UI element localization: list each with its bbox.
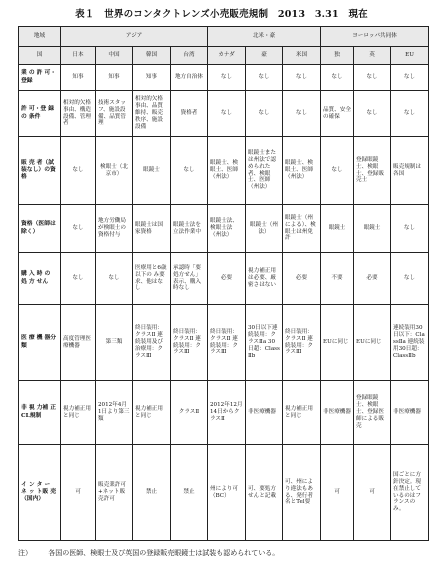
country-china: 中国 bbox=[96, 47, 133, 65]
table-cell: なし bbox=[208, 65, 246, 91]
table-cell: 必要 bbox=[208, 253, 246, 305]
row-label: 購 入 時 の 処 方 せん bbox=[19, 253, 61, 305]
country-japan: 日本 bbox=[61, 47, 96, 65]
table-cell: EUに同じ bbox=[354, 305, 391, 381]
table-cell: なし bbox=[283, 65, 321, 91]
table-cell: 眼鏡士 bbox=[354, 205, 391, 253]
table-cell: 終日装用：クラスⅡ 連続装用：クラスⅢ bbox=[171, 305, 208, 381]
row-label: 許 可・登 録 の 条件 bbox=[19, 91, 61, 137]
table-cell: 終日装用：クラスⅡ 連続装用及び治療用：クラスⅢ bbox=[133, 305, 171, 381]
table-cell: なし bbox=[61, 205, 96, 253]
table-cell: 販売業許可+ネット販売許可 bbox=[96, 445, 133, 541]
table-cell: 禁止 bbox=[133, 445, 171, 541]
table-row bbox=[19, 381, 429, 445]
table-cell: 技術スタッフ、施設設備、品質管理 bbox=[96, 91, 133, 137]
table-row bbox=[19, 305, 429, 381]
table-cell: 品質、安全の確保 bbox=[321, 91, 354, 137]
table-cell: 視力補正用と同じ bbox=[133, 381, 171, 445]
table-cell: 資格者 bbox=[171, 91, 208, 137]
table-cell: EUに同じ bbox=[321, 305, 354, 381]
table-cell: 終日装用：クラスⅡ 連続装用：クラスⅢ bbox=[208, 305, 246, 381]
table-cell: 非医療機器 bbox=[321, 381, 354, 445]
table-cell: 眼鏡士、検眼士、医師（州法） bbox=[208, 137, 246, 205]
table-cell: 登録眼鏡士、検眼士、登録販売士 bbox=[354, 137, 391, 205]
table-row bbox=[19, 65, 429, 91]
table-row bbox=[19, 91, 429, 137]
table-cell: なし bbox=[283, 91, 321, 137]
table-cell: 高度管理医療機器 bbox=[61, 305, 96, 381]
row-label: イ ン タ ー ネ ッ ト販 売（国内） bbox=[19, 445, 61, 541]
row-label: 医 療 機 器分類 bbox=[19, 305, 61, 381]
region-europe: ヨーロッパ共同体 bbox=[321, 27, 429, 47]
table-cell: 非医療機器 bbox=[391, 381, 429, 445]
table-cell: なし bbox=[246, 65, 283, 91]
country-korea: 韓国 bbox=[133, 47, 171, 65]
country-canada: カナダ bbox=[208, 47, 246, 65]
row-label: 販 売 者（試 装なし）の資格 bbox=[19, 137, 61, 205]
table-cell: 可 bbox=[321, 445, 354, 541]
table-cell: 30日以下連続装用：クラスⅡa 30日超：ClassⅡb bbox=[246, 305, 283, 381]
table-cell: なし bbox=[354, 65, 391, 91]
table-cell: クラスⅡ bbox=[171, 381, 208, 445]
table-cell: 眼鏡士法を立法作業中 bbox=[171, 205, 208, 253]
table-cell: なし bbox=[96, 253, 133, 305]
country-eu: EU bbox=[391, 47, 429, 65]
table-cell: 眼鏡士 bbox=[321, 205, 354, 253]
table-cell: 登録眼鏡士、検眼士、登録医師による販売 bbox=[354, 381, 391, 445]
table-cell: なし bbox=[171, 137, 208, 205]
table-cell: なし bbox=[354, 91, 391, 137]
table-cell: 終日装用：クラスⅡ 連続装用：クラスⅢ bbox=[283, 305, 321, 381]
table-row bbox=[19, 205, 429, 253]
country-uk: 英 bbox=[354, 47, 391, 65]
table-cell: 視力補正用は必要、厳密さはない bbox=[246, 253, 283, 305]
table-cell: 地方自治体 bbox=[171, 65, 208, 91]
table-cell: 眼鏡士法、検眼士法（州法） bbox=[208, 205, 246, 253]
region-asia: アジア bbox=[61, 27, 208, 47]
row-label: 非 視 力補 正 CL規制 bbox=[19, 381, 61, 445]
table-cell: 相対的欠格事由、品質維持、販売秩序、施設設備 bbox=[133, 91, 171, 137]
footnote-mark: 注） bbox=[18, 549, 32, 557]
table-cell: 地方労働局が検眼士の資格付与 bbox=[96, 205, 133, 253]
table-cell: なし bbox=[391, 65, 429, 91]
table-cell: 可、州により違法もある、発行者名とTel要 bbox=[283, 445, 321, 541]
table-cell: 眼鏡士、検眼士、医師（州法） bbox=[283, 137, 321, 205]
table-cell: なし bbox=[246, 91, 283, 137]
table-cell: 非医療機器 bbox=[246, 381, 283, 445]
table-cell: 眼鏡士は国家資格 bbox=[133, 205, 171, 253]
footnote-text: 各国の医師、検眼士及び英国の登録販売眼鏡士は試装も認められている。 bbox=[48, 549, 280, 557]
regulation-table bbox=[18, 26, 429, 541]
table-row bbox=[19, 445, 429, 541]
region-namerica-oceania: 北米・豪 bbox=[208, 27, 321, 47]
country-header-row bbox=[19, 47, 429, 65]
table-cell: なし bbox=[391, 205, 429, 253]
table-cell: 可、要処方せんと記載 bbox=[246, 445, 283, 541]
table-cell: 眼鏡士（州による）、検眼士は州免許 bbox=[283, 205, 321, 253]
region-header-row bbox=[19, 27, 429, 47]
table-cell: 州により可（BC） bbox=[208, 445, 246, 541]
table-cell: 第三類 bbox=[96, 305, 133, 381]
table-cell: なし bbox=[391, 91, 429, 137]
table-cell: 知事 bbox=[61, 65, 96, 91]
table-cell: なし bbox=[321, 65, 354, 91]
table-cell: 知事 bbox=[133, 65, 171, 91]
table-cell: 可 bbox=[61, 445, 96, 541]
country-label-cell: 国 bbox=[19, 47, 61, 65]
row-label: 資格（医師は除く） bbox=[19, 205, 61, 253]
table-cell: 知事 bbox=[96, 65, 133, 91]
row-label: 業 の 許 可・登録 bbox=[19, 65, 61, 91]
table-cell: 連続装用30日以下：ClassⅡa 連続装用30日超：ClassⅡb bbox=[391, 305, 429, 381]
table-cell: 眼鏡士（州法） bbox=[246, 205, 283, 253]
region-label-cell: 地域 bbox=[19, 27, 61, 47]
table-cell: 承認時「要処方せん」表示、購入時なし bbox=[171, 253, 208, 305]
table-cell: なし bbox=[61, 137, 96, 205]
country-taiwan: 台湾 bbox=[171, 47, 208, 65]
footnote bbox=[18, 548, 438, 558]
table-row bbox=[19, 137, 429, 205]
table-cell: 相対的欠格事由、構造設備、管理者 bbox=[61, 91, 96, 137]
table-cell: 販売規制は各国 bbox=[391, 137, 429, 205]
table-cell: 2012年12月14日からクラスⅡ bbox=[208, 381, 246, 445]
page-title: 表１ 世界のコンタクトレンズ小売販売規制 2013 3.31 現在 bbox=[75, 9, 368, 20]
table-cell: 眼鏡士または州法で認められた者、検眼士、医師（州法） bbox=[246, 137, 283, 205]
country-germany: 独 bbox=[321, 47, 354, 65]
table-cell: 不要 bbox=[321, 253, 354, 305]
table-cell: 必要 bbox=[354, 253, 391, 305]
table-row bbox=[19, 253, 429, 305]
table-cell: 可 bbox=[354, 445, 391, 541]
table-cell: なし bbox=[208, 91, 246, 137]
table-cell: 2012年4月1日より第三類 bbox=[96, 381, 133, 445]
country-australia: 豪 bbox=[246, 47, 283, 65]
table-cell: 禁止 bbox=[171, 445, 208, 541]
table-cell: 必要 bbox=[283, 253, 321, 305]
country-usa: 米国 bbox=[283, 47, 321, 65]
table-cell: 視力補正用と同じ bbox=[283, 381, 321, 445]
table-cell: なし bbox=[321, 137, 354, 205]
regulation-table-container bbox=[18, 26, 426, 540]
table-cell: 視力補正用と同じ bbox=[61, 381, 96, 445]
table-cell: 眼鏡士 bbox=[133, 137, 171, 205]
table-cell: なし bbox=[61, 253, 96, 305]
table-cell: 検眼士（北京市） bbox=[96, 137, 133, 205]
table-cell: なし bbox=[391, 253, 429, 305]
table-cell: 国ごとに方針決定。現在禁止しているのはフランスのみ。 bbox=[391, 445, 429, 541]
table-cell: 医療用と6歳以下の み要求、他はなし bbox=[133, 253, 171, 305]
